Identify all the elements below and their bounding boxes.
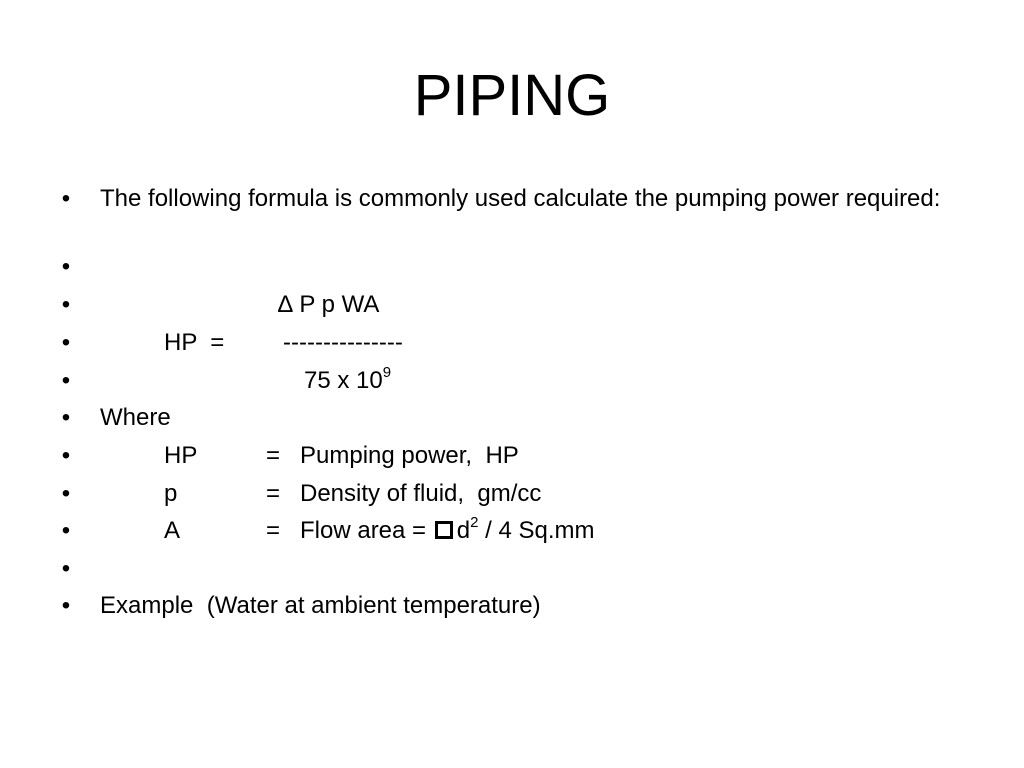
- bullet-icon: •: [61, 442, 71, 469]
- list-item-formula-numerator: [0, 290, 1024, 320]
- diameter-symbol: d: [456, 517, 471, 544]
- denominator-exponent: 9: [382, 364, 392, 381]
- definition-equals: =: [266, 442, 281, 469]
- bullet-icon: •: [61, 329, 71, 356]
- list-item-formula-denominator: [0, 366, 1024, 396]
- list-item-example: [0, 591, 1024, 621]
- example-text: Example (Water at ambient temperature): [100, 592, 541, 619]
- list-item-where: [0, 403, 1024, 433]
- intro-text: The following formula is commonly used calculate the pumping power required:: [100, 185, 941, 212]
- definition-text: Pumping power, HP: [300, 442, 519, 469]
- formula-denominator: [304, 366, 391, 396]
- formula-numerator: ∆ P p WA: [278, 291, 380, 318]
- definition-equals: =: [266, 517, 281, 544]
- list-item-definition-hp: [0, 441, 1024, 471]
- formula-lhs: HP =: [164, 329, 225, 356]
- bullet-icon: •: [61, 185, 71, 212]
- definition-symbol: p: [164, 480, 178, 507]
- list-item-formula-bar: [0, 328, 1024, 358]
- list-item-empty: [0, 252, 1024, 282]
- definition-text: Density of fluid, gm/cc: [300, 480, 542, 507]
- bullet-icon: •: [61, 480, 71, 507]
- diameter-exponent: 2: [470, 514, 479, 531]
- bullet-icon: •: [61, 404, 71, 431]
- bullet-icon: •: [61, 517, 71, 544]
- definition-text: [300, 516, 594, 546]
- formula-fraction-bar: ---------------: [283, 329, 403, 356]
- bullet-icon: •: [61, 253, 71, 280]
- where-label: Where: [100, 404, 171, 431]
- bullet-icon: •: [61, 592, 71, 619]
- list-item-definition-density: [0, 479, 1024, 509]
- list-item-intro: [0, 184, 1024, 214]
- bullet-icon: •: [61, 291, 71, 318]
- slide-title: PIPING: [413, 63, 611, 128]
- flow-area-divisor: / 4 Sq.mm: [485, 517, 595, 544]
- definition-symbol: HP: [164, 442, 198, 469]
- box-icon: [435, 521, 453, 539]
- flow-area-label: Flow area =: [300, 517, 427, 544]
- list-item-empty: [0, 554, 1024, 584]
- list-item-definition-area: [0, 516, 1024, 546]
- denominator-base: 75 x 10: [304, 367, 383, 394]
- bullet-icon: •: [61, 555, 71, 582]
- definition-equals: =: [266, 480, 281, 507]
- definition-symbol: A: [164, 517, 181, 544]
- bullet-icon: •: [61, 367, 71, 394]
